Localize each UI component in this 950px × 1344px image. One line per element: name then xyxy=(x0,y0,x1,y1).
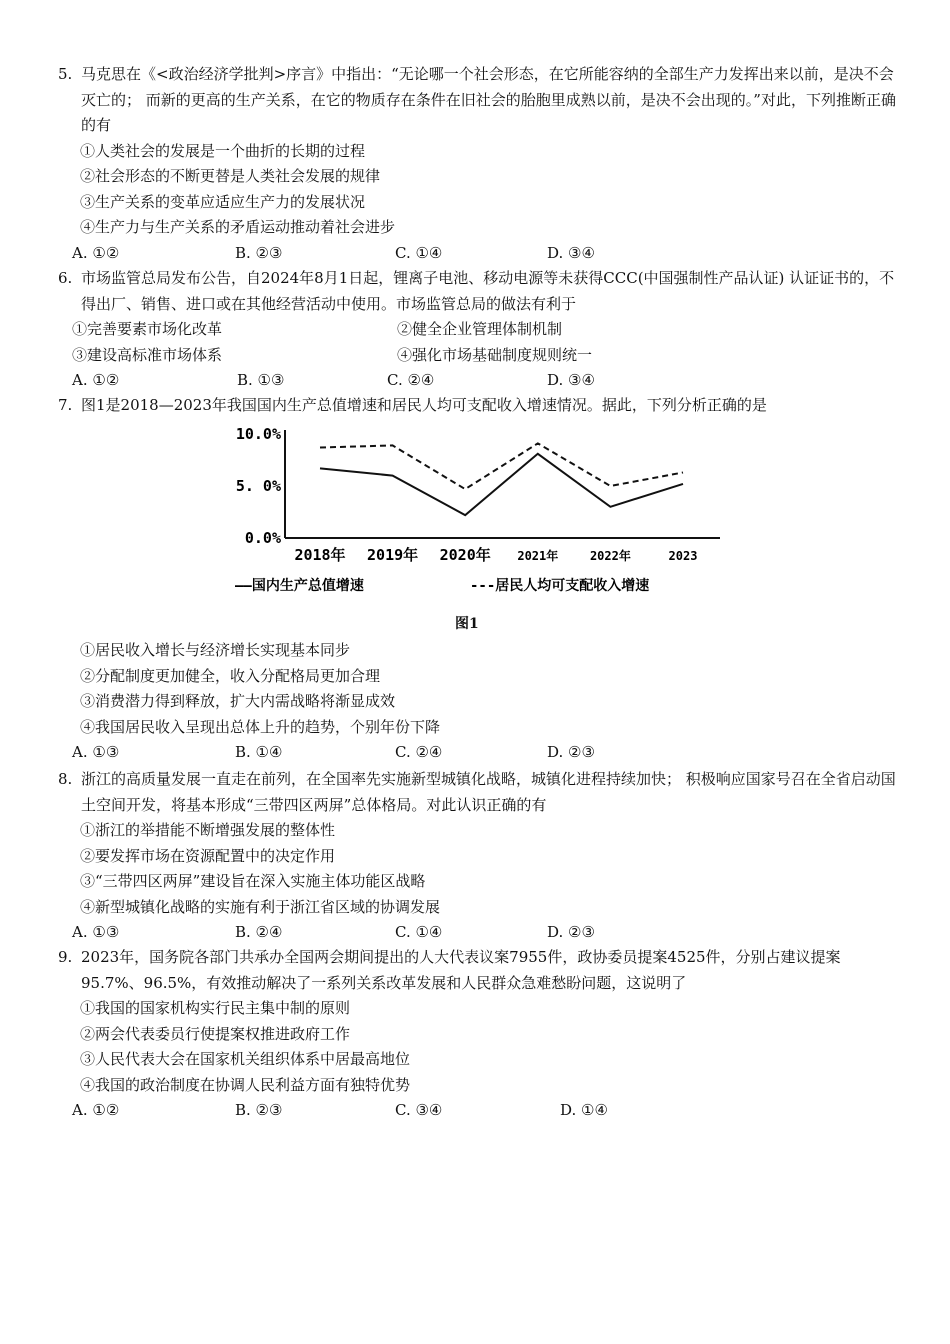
question-stem: 图1是2018—2023年我国国内生产总值增速和居民人均可支配收入增速情况。据此，下列分析正确的是 xyxy=(81,396,767,414)
statement-1: ①我国的国家机构实行民主集中制的原则 xyxy=(80,999,351,1017)
question-number: 5. xyxy=(58,65,73,83)
choice-c[interactable]: C. ②④ xyxy=(395,743,443,761)
line-chart xyxy=(225,418,730,608)
legend-income: ---居民人均可支配收入增速 xyxy=(470,578,650,594)
statement-3: ③生产关系的变革应适应生产力的发展状况 xyxy=(80,192,366,211)
statement-4: ④我国的政治制度在协调人民利益方面有独特优势 xyxy=(80,1075,411,1094)
x-tick-label: 2023 xyxy=(668,549,698,563)
question-stem: 浙江的高质量发展一直走在前列，在全国率先实施新型城镇化战略，城镇化进程持续加快； 积极响应国家号召在全省启动国土空间开发，将基本形成“三带四区两屏”总体格局。对此认识正确的有 xyxy=(81,770,896,814)
statement-1: ①人类社会的发展是一个曲折的长期的过程 xyxy=(80,141,366,160)
choice-a[interactable]: A. ①③ xyxy=(72,923,120,941)
figure-caption: 图1 xyxy=(455,616,479,632)
statements-grid xyxy=(58,317,898,368)
series-line-gdp xyxy=(320,454,683,515)
statement-1: ①居民收入增长与经济增长实现基本同步 xyxy=(80,641,351,659)
statement-2: ②要发挥市场在资源配置中的决定作用 xyxy=(80,846,336,865)
choice-c[interactable]: C. ①④ xyxy=(395,923,443,941)
question-7 xyxy=(58,393,898,419)
statement-4: ④生产力与生产关系的矛盾运动推动着社会进步 xyxy=(80,218,396,236)
choice-c[interactable]: C. ①④ xyxy=(395,243,443,262)
legend-gdp: ——国内生产总值增速 xyxy=(235,578,364,594)
question-number: 7. xyxy=(58,396,73,414)
x-tick-label: 2019年 xyxy=(367,546,419,564)
choice-b[interactable]: B. ②④ xyxy=(235,923,283,941)
choice-c[interactable]: C. ③④ xyxy=(395,1101,443,1119)
figure-1-chart xyxy=(225,418,730,638)
question-8 xyxy=(58,767,898,946)
statement-3: ③建设高标准市场体系 xyxy=(72,345,223,364)
y-tick-label: 0.0% xyxy=(244,529,281,547)
statement-4: ④我国居民收入呈现出总体上升的趋势，个别年份下降 xyxy=(80,717,441,736)
question-9 xyxy=(58,945,898,1124)
statement-3: ③消费潜力得到释放，扩大内需战略将渐显成效 xyxy=(80,692,396,710)
question-stem: 2023年，国务院各部门共承办全国两会期间提出的人大代表议案7955件，政协委员提案4525件，分别占建议提案95.7%、96.5%，有效推动解决了一系列关系改革发展和人民群众急难愁盼问题，这说明了 xyxy=(81,948,841,992)
question-stem: 市场监管总局发布公告，自2024年8月1日起，锂离子电池、移动电源等未获得CCC(中国强制性产品认证) 认证证书的，不得出厂、销售、进口或在其他经营活动中使用。市场监管总局的做法有利于 xyxy=(81,269,895,313)
statement-2: ②两会代表委员行使提案权推进政府工作 xyxy=(80,1024,351,1043)
choice-b[interactable]: B. ②③ xyxy=(235,1101,283,1119)
choice-c[interactable]: C. ②④ xyxy=(387,371,435,389)
statement-2: ②分配制度更加健全，收入分配格局更加合理 xyxy=(80,666,381,685)
choice-a[interactable]: A. ①② xyxy=(72,243,120,262)
choice-d[interactable]: D. ③④ xyxy=(547,371,595,389)
x-tick-label: 2021年 xyxy=(517,549,559,563)
statement-4: ④强化市场基础制度规则统一 xyxy=(397,345,593,364)
statement-2: ②健全企业管理体制机制 xyxy=(397,320,563,338)
x-tick-label: 2022年 xyxy=(589,549,631,563)
question-number: 8. xyxy=(58,770,73,788)
answer-choices xyxy=(58,241,898,267)
choice-b[interactable]: B. ①③ xyxy=(237,371,285,389)
statement-2: ②社会形态的不断更替是人类社会发展的规律 xyxy=(80,167,381,185)
choice-a[interactable]: A. ①② xyxy=(72,1101,120,1119)
question-6 xyxy=(58,266,898,394)
y-tick-label: 5. 0% xyxy=(235,477,281,495)
statement-3: ③人民代表大会在国家机关组织体系中居最高地位 xyxy=(80,1050,411,1068)
question-stem: 马克思在《<政治经济学批判>序言》中指出：“无论哪一个社会形态，在它所能容纳的全部生产力发挥出来以前，是决不会灭亡的； 而新的更高的生产关系，在它的物质存在条件在旧社会的胎胞里成熟以前，是决不会出现的。”对此，下列推断正确的有 xyxy=(81,65,896,134)
choice-d[interactable]: D. ①④ xyxy=(560,1101,608,1119)
answer-choices xyxy=(58,1098,898,1124)
y-tick-label: 10.0% xyxy=(235,425,281,443)
answer-choices xyxy=(58,368,898,394)
x-tick-label: 2018年 xyxy=(294,546,346,564)
choice-d[interactable]: D. ②③ xyxy=(547,743,595,761)
question-7-options xyxy=(58,638,898,766)
x-tick-label: 2020年 xyxy=(439,546,491,564)
choice-a[interactable]: A. ①② xyxy=(72,371,120,389)
choice-d[interactable]: D. ③④ xyxy=(547,243,595,262)
statement-3: ③“三带四区两屏”建设旨在深入实施主体功能区战略 xyxy=(80,872,426,890)
choice-d[interactable]: D. ②③ xyxy=(547,923,595,941)
question-number: 9. xyxy=(58,948,73,966)
question-5 xyxy=(58,62,898,266)
statement-4: ④新型城镇化战略的实施有利于浙江省区域的协调发展 xyxy=(80,897,441,916)
answer-choices xyxy=(58,920,898,946)
choice-a[interactable]: A. ①③ xyxy=(72,743,120,761)
choice-b[interactable]: B. ②③ xyxy=(235,243,283,262)
choice-b[interactable]: B. ①④ xyxy=(235,743,283,761)
question-number: 6. xyxy=(58,269,73,287)
statement-1: ①完善要素市场化改革 xyxy=(72,320,223,338)
statement-1: ①浙江的举措能不断增强发展的整体性 xyxy=(80,821,336,839)
series-line-income xyxy=(320,443,683,489)
answer-choices xyxy=(58,740,898,766)
